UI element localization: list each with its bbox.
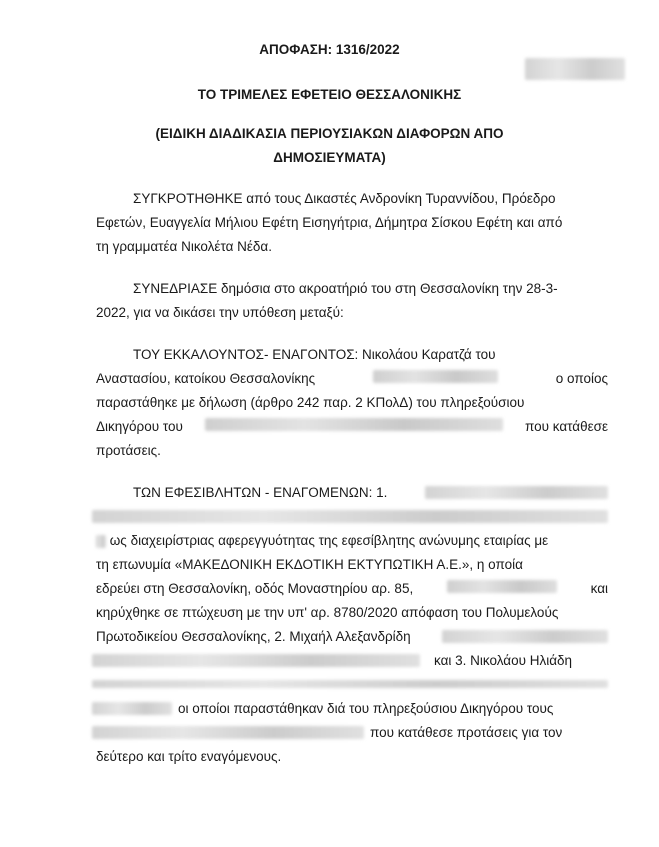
respondents-line4 xyxy=(96,580,608,598)
respondents-line9: οι οποίοι παραστάθηκαν διά του πληρεξούσιου Δικηγόρου τους xyxy=(178,701,554,716)
decision-number: ΑΠΟΦΑΣΗ: 1316/2022 xyxy=(259,42,400,57)
appellant-residence: Αναστασίου, κατοίκου Θεσσαλονίκης xyxy=(96,371,316,386)
procedure-title-line2: ΔΗΜΟΣΙΕΥΜΑΤΑ) xyxy=(273,150,386,165)
appellant-text: ΤΟΥ ΕΚΚΑΛΟΥΝΤΟΣ- ΕΝΑΓΟΝΤΟΣ: Νικολάου Καρατζά του xyxy=(133,347,496,362)
company-and: και xyxy=(590,581,608,596)
court-name: ΤΟ ΤΡΙΜΕΛΕΣ ΕΦΕΤΕΙΟ ΘΕΣΣΑΛΟΝΙΚΗΣ xyxy=(197,87,462,102)
redacted-line-cut xyxy=(92,680,608,688)
respondent-2: Πρωτοδικείου Θεσσαλονίκης, 2. Μιχαήλ Αλεξανδρίδη xyxy=(96,629,411,644)
redacted-respondent-2-details xyxy=(92,654,420,667)
respondents-line6 xyxy=(96,628,411,646)
appellant-line2 xyxy=(96,370,608,388)
respondents-heading: ΤΩΝ ΕΦΕΣΙΒΛΗΤΩΝ - ΕΝΑΓΟΜΕΝΩΝ: 1. xyxy=(133,485,388,500)
trustee-text: ως διαχειρίστριας αφερεγγυότητας της εφεσίβλητης ανώνυμης εταιρίας με xyxy=(109,533,549,548)
respondents-line3: τη επωνυμία «ΜΑΚΕΔΟΝΙΚΗ ΕΚΔΟΤΙΚΗ ΕΚΤΥΠΩΤΙΚΗ Α.Ε.», η οποία xyxy=(96,557,523,572)
redacted-header-mark xyxy=(525,58,625,80)
composition-line2: Εφετών, Ευαγγελία Μήλιου Εφέτη Εισηγήτρια, Δήμητρα Σίσκου Εφέτη και από xyxy=(96,215,563,230)
respondents-line5: κηρύχθηκε σε πτώχευση με την υπ' αρ. 8780/2020 απόφαση του Πολυμελούς xyxy=(96,605,559,620)
appellant-line5: προτάσεις. xyxy=(96,443,161,458)
appellant-line4 xyxy=(96,418,608,436)
session-line2: 2022, για να δικάσει την υπόθεση μεταξύ: xyxy=(96,305,344,320)
company-seat: εδρεύει στη Θεσσαλονίκη, οδός Μοναστηρίου αρ. 85, xyxy=(96,581,414,596)
respondents-line11: δεύτερο και τρίτο εναγόμενους. xyxy=(96,749,282,764)
composition-line1: ΣΥΓΚΡΟΤΗΘΗΚΕ από τους Δικαστές Ανδρονίκη Τυραννίδου, Πρόεδρο xyxy=(133,191,556,206)
respondents-line10: που κατάθεσε προτάσεις για τον xyxy=(370,725,563,740)
redacted-respondent-1 xyxy=(425,486,608,499)
procedure-title-line1: (ΕΙΔΙΚΗ ΔΙΑΔΙΚΑΣΙΑ ΠΕΡΙΟΥΣΙΑΚΩΝ ΔΙΑΦΟΡΩΝ ΑΠΟ xyxy=(155,126,504,141)
redacted-address xyxy=(373,370,498,383)
redacted-company-info xyxy=(447,580,557,593)
respondents-line2 xyxy=(96,532,548,550)
appellant-line3: παραστάθηκε με δήλωση (άρθρο 242 παρ. 2 ΚΠολΔ) του πληρεξούσιου xyxy=(96,395,525,410)
redacted-respondent-2 xyxy=(442,630,608,643)
redacted-prefix xyxy=(96,535,106,548)
redacted-lawyer-name xyxy=(205,418,503,431)
appellant-who: ο οποίος xyxy=(555,371,608,386)
redacted-respondent-3 xyxy=(92,702,172,715)
session-line1: ΣΥΝΕΔΡΙΑΣΕ δημόσια στο ακροατήριό του στη Θεσσαλονίκη την 28-3- xyxy=(133,281,558,296)
appellant-filed: που κατάθεσε xyxy=(525,419,608,434)
appellant-lawyer: Δικηγόρου του xyxy=(96,419,183,434)
redacted-line xyxy=(92,510,608,523)
respondents-line7: και 3. Νικολάου Ηλιάδη xyxy=(434,653,573,668)
redacted-lawyer xyxy=(92,726,364,739)
composition-line3: τη γραμματέα Νικολέτα Νέδα. xyxy=(96,239,272,254)
respondents-line1 xyxy=(133,484,387,502)
appellant-line1 xyxy=(133,346,608,364)
